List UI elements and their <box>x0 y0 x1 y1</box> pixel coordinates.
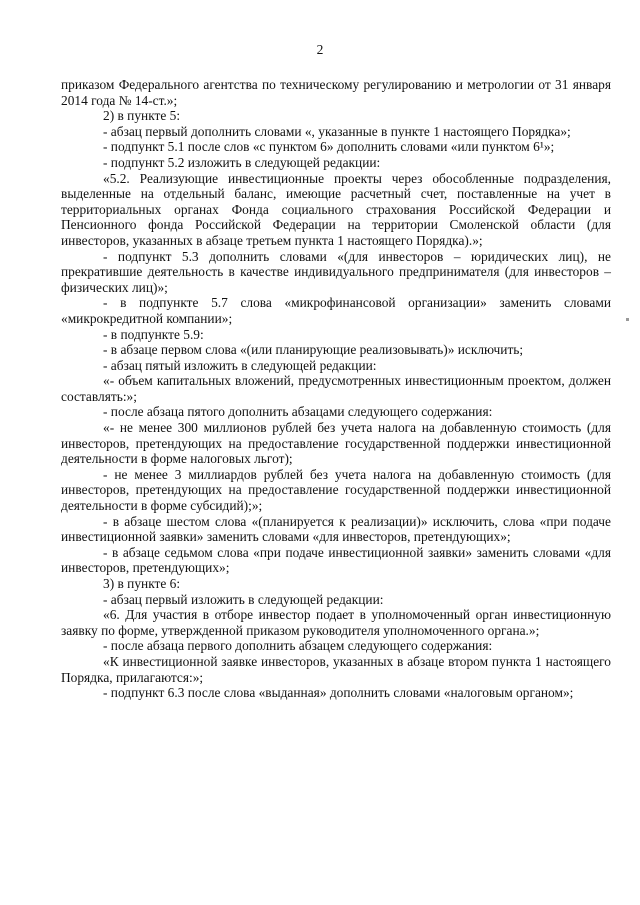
paragraph: «6. Для участия в отборе инвестор подает в уполномоченный орган инвестиционную заявку по форме, утвержденной приказом руководителя уполномоченного органа.»; <box>61 607 611 638</box>
paragraph: - абзац первый изложить в следующей редакции: <box>103 591 384 607</box>
paragraph: «К инвестиционной заявке инвесторов, указанных в абзаце втором пункта 1 настоящего Порядка, прилагаются:»; <box>61 653 611 685</box>
paragraph: приказом Федерального агентства по техническому регулированию и метрологии от 31 января 2014 года № 14-ст.»; <box>61 77 611 108</box>
paragraph: - после абзаца пятого дополнить абзацами следующего содержания: <box>103 404 493 420</box>
paragraph: 2) в пункте 5: <box>103 108 181 124</box>
paragraph: - в абзаце первом слова «(или планирующие реализовывать)» исключить; <box>103 342 524 358</box>
paragraph: «- объем капитальных вложений, предусмотренных инвестиционным проектом, должен составлять:»; <box>61 373 611 404</box>
paragraph: - абзац пятый изложить в следующей редакции: <box>103 357 377 373</box>
paragraph: «5.2. Реализующие инвестиционные проекты через обособленные подразделения, выделенные на отдельный баланс, имеющие расчетный счет, поставленные на учет в территориальных органах Фонда социального страхования Российской Федерации и Пенсионного фонда Российской Федерации на территории Смоленской области (для инвесторов, указанных в абзаце третьем пункта 1 настоящего Порядка).»; <box>61 170 611 248</box>
paragraph: - не менее 3 миллиардов рублей без учета налога на добавленную стоимость (для инвесторов, претендующих на предоставление государственной поддержки инвестиционной деятельности в форме субсидий);»; <box>61 466 611 514</box>
page-number: 2 <box>316 42 324 57</box>
paragraph: - в подпункте 5.9: <box>103 326 204 342</box>
paragraph: - подпункт 5.3 дополнить словами «(для инвесторов – юридических лиц), не прекратившие деятельность в качестве индивидуального предпринимателя (для инвесторов – физических лиц)»; <box>61 248 611 295</box>
paragraph: - абзац первый дополнить словами «, указанные в пункте 1 настоящего Порядка»; <box>103 123 571 139</box>
scan-mark <box>626 318 629 321</box>
paragraph: - подпункт 5.2 изложить в следующей редакции: <box>103 154 381 170</box>
paragraph: «- не менее 300 миллионов рублей без учета налога на добавленную стоимость (для инвесторов, претендующих на предоставление государственной поддержки инвестиционной деятельности в форме налоговых льгот); <box>61 420 611 467</box>
paragraph: - в подпункте 5.7 слова «микрофинансовой организации» заменить словами «микрокредитной компании»; <box>61 295 611 326</box>
document-body <box>61 77 611 701</box>
paragraph: - в абзаце седьмом слова «при подаче инвестиционной заявки» заменить словами «для инвесторов, претендующих»; <box>61 544 611 576</box>
paragraph: - подпункт 6.3 после слова «выданная» дополнить словами «налоговым органом»; <box>103 685 574 701</box>
paragraph: 3) в пункте 6: <box>103 576 181 591</box>
paragraph: - подпункт 5.1 после слов «с пунктом 6» дополнить словами «или пунктом 6¹»; <box>103 139 555 155</box>
paragraph: - в абзаце шестом слова «(планируется к реализации)» исключить, слова «при подаче инвестиционной заявки» заменить словами «для инвесторов, претендующих»; <box>61 513 611 545</box>
paragraph: - после абзаца первого дополнить абзацем следующего содержания: <box>103 638 493 654</box>
